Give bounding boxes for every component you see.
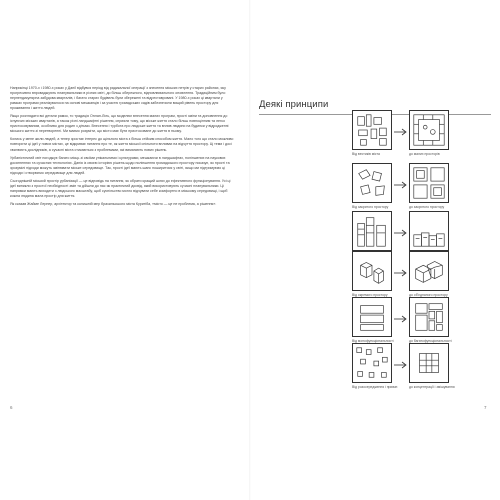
tall-towers-icon	[352, 211, 392, 251]
sprawl-plan-icon	[352, 343, 392, 383]
body-text	[10, 86, 234, 210]
page-number-right: 7	[484, 405, 487, 410]
enclosed-grid-icon	[409, 163, 449, 203]
caption-right: до багатофункціональності	[409, 339, 452, 343]
caption-right: до концентрації і змішування	[409, 385, 455, 389]
isolated-volumes-icon	[352, 251, 392, 291]
right-page	[250, 0, 500, 500]
multifunctional-icon	[409, 297, 449, 337]
paragraph: Колись у мене жили людей, а тепер зростає інтерес до щільного міста з більш стійким способом життя. Мало того що стало можливо повторити ці ідеї у нових містах, це відкриває питання про те, як життя міської спільноти впливає на відчуття простору. Ці теми і досі хвилюють дослідників, а сучасні міста стикаються з проблемами, які вимагають нових рішень.	[10, 137, 234, 152]
arrow-right-icon	[394, 311, 407, 321]
arrow-right-icon	[394, 265, 407, 275]
caption-left: Від вестиків міста	[352, 152, 380, 156]
caption-right: до малих просторів	[409, 152, 440, 156]
paragraph: Урбаністичний світ погоджує багато місць зі своїми унікальними і культурами, мешкаючи в ландшафтах, поліпшених на наукових досягненнях та сучасних технологіях. Данія із своєю історією рішень щодо поліпшення громадського простору показує, як прості та зрозумілі підходи можуть змінювати міське середовище. Так, прості ідеї мають шанс поширитися у світі, якщо ми підтримуємо ці підходи і створюємо середовище для людей.	[10, 155, 230, 175]
arrow-right-icon	[394, 357, 407, 367]
paragraph: Сьогоднішній міський простір урбанізації — це відповідь на питання, як обрати кращий шлях до ефективного функціонування. Усі ці ідеї виникли з простої необхідності змін та дійшли до нас як практичний досвід, який використовують сучасні планувальники. Ці напрямки мають виходити з людського масштабу, щоб суспільство могло відчувати себе комфортно в міському середовищі, і щоб кожна людина мала простір для життя.	[10, 178, 231, 198]
arrow-right-icon	[394, 124, 407, 134]
scattered-buildings-icon	[352, 163, 392, 203]
principles-grid	[250, 0, 500, 500]
monofunctional-icon	[352, 297, 392, 337]
caption-left: Від закритого простору	[352, 205, 389, 209]
caption-right: до закритого простору	[409, 205, 445, 209]
paragraph: Наприкінці 1970-х і 1980-х роках у Данії відбувся період від радикальної операції з знесення міських нетрів у старих районах, яку прогресивно впроваджують планувальники в різних світі, до більш обережного, відновлювального оновлення. Традиційним було перпендикулярна забудова кварталів, і багато старих будівель були збережені та відреставровані. У 1980-х роках ці квартали у рамках програми реалізувалося на основі мешканців і за участю громадських садів забезпечили вищий рівень простору для проживання і життя людей.	[10, 86, 226, 111]
connected-volumes-icon	[409, 251, 449, 291]
principle-pair	[250, 343, 500, 405]
paragraph: Якщо розглядати всі детали рамок, то традиція Онлан-Ліль, що моделює внесення малих програм, прості зміни та доповнення до існуючих міських кварталів, а також різні ландшафтні рішення, сприяли тому, що міське життя стало більш повноцінним та легко пристосовуваним, особливо для родин з дітьми. Внесення і турбота про людське життя та вплив людини на будинки у відродженні міського життя зі перетворенні. Ми маємо розуміти, що місто має бути пристосоване до життя в ньому.	[10, 114, 229, 134]
dispersed-block-icon	[352, 110, 392, 150]
compact-plan-icon	[409, 343, 449, 383]
arrow-right-icon	[394, 225, 407, 235]
paragraph: Як сказав Жайме Лернер, архітектор та колишній мер бразильського міста Куритіба, «місто — це не проблема, а рішення».	[10, 201, 217, 206]
page-number-left: 6	[10, 405, 13, 410]
caption-left: Від монофункціональності	[352, 339, 394, 343]
caption-right: до об'єднаного простору	[409, 293, 448, 297]
low-rise-icon	[409, 211, 449, 251]
caption-left: Від окремого простору	[352, 293, 388, 297]
arrow-right-icon	[394, 177, 407, 187]
section-title: Деякі принципи	[259, 99, 329, 110]
caption-left: Від розосередження і приват.	[352, 385, 399, 389]
courtyard-block-icon	[409, 110, 449, 150]
